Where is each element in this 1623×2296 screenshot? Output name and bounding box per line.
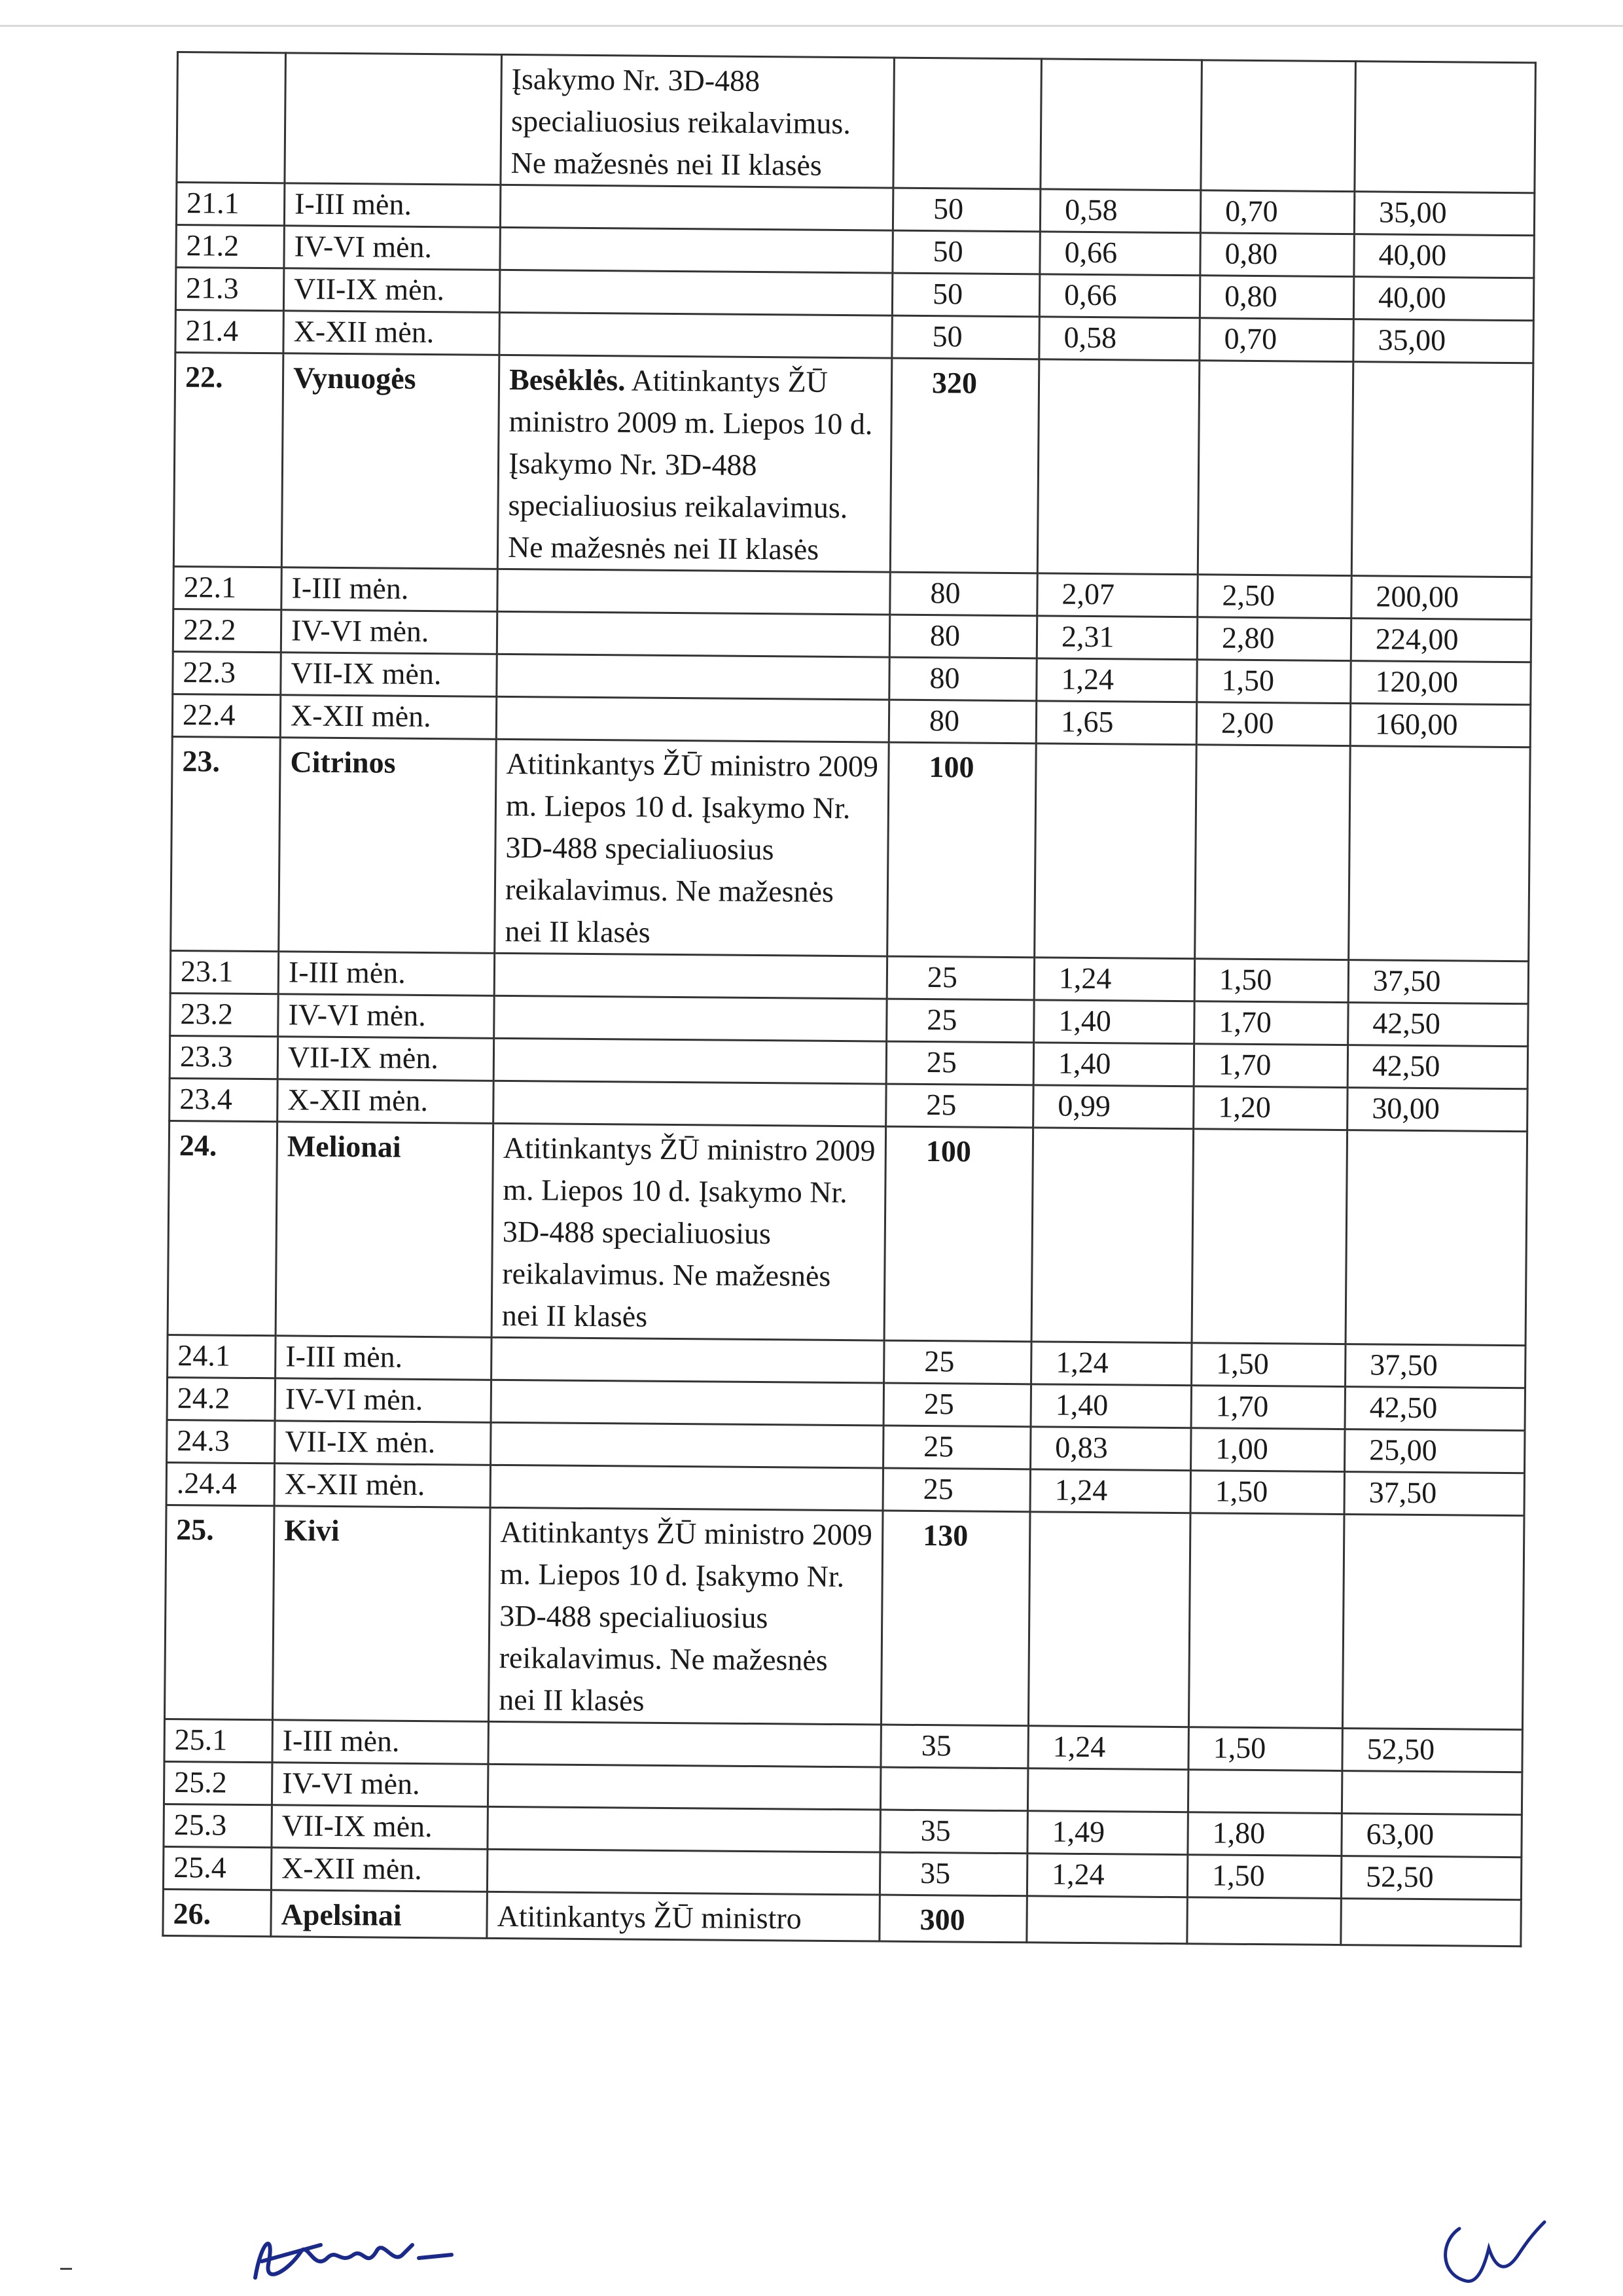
unit-price: 1,40 [1031,1384,1192,1428]
row-sum: 25,00 [1345,1429,1525,1473]
unit-price-vat: 0,80 [1200,233,1355,277]
unit-price-vat: 2,00 [1196,702,1351,746]
period-label: X-XII mėn. [274,1463,491,1508]
row-number: 24.2 [167,1377,276,1420]
empty-cell [1195,745,1351,960]
empty-cell [497,611,889,657]
empty-cell [1188,1513,1344,1729]
requirement-text: Atitinkantys ŽŪ ministro [497,1899,802,1935]
row-number: 24.1 [168,1335,276,1378]
empty-cell [491,1422,883,1468]
period-label: IV-VI mėn. [275,1378,491,1423]
empty-cell [1349,746,1531,961]
document-page [162,51,1535,1947]
row-number: 22.4 [172,694,281,737]
row-number: .24.4 [166,1462,275,1505]
row-number: 25.2 [164,1761,272,1804]
quantity: 25 [884,1340,1032,1384]
margin-mark [60,2268,72,2270]
quantity: 25 [886,1084,1034,1128]
row-sum: 35,00 [1354,192,1535,236]
row-number: 21.3 [175,268,284,311]
quantity: 80 [890,572,1038,616]
unit-price-vat: 0,80 [1200,276,1354,319]
quantity: 80 [889,700,1037,744]
quantity: 25 [883,1468,1031,1512]
empty-cell [494,996,887,1041]
unit-price-vat [1188,1770,1342,1814]
row-sum: 52,50 [1342,1729,1523,1772]
empty-cell [500,227,893,273]
unit-price-vat: 1,50 [1187,1855,1342,1899]
empty-cell [488,1806,880,1852]
unit-price: 1,40 [1033,1043,1194,1086]
unit-price: 1,24 [1037,658,1198,702]
empty-cell [490,1465,883,1511]
empty-cell [1031,1128,1194,1343]
quantity: 50 [893,188,1041,232]
empty-cell [491,1380,883,1426]
row-number: 23.3 [169,1035,278,1079]
row-sum: 40,00 [1353,277,1534,321]
row-number: 22.1 [173,566,282,609]
unit-price-vat: 0,70 [1200,318,1354,362]
quantity: 35 [880,1852,1027,1896]
empty-cell [497,569,890,615]
table-row [164,1505,1524,1729]
table-row [177,52,1535,193]
unit-price: 1,49 [1027,1811,1188,1855]
unit-price: 1,24 [1031,1342,1192,1386]
requirement-text: Atitinkantys ŽŪ ministro 2009 m. Liepos 10 d. Įsakymo Nr. 3D-488 specialiuosius reikalavimus. Ne mažesnės nei II klasės [501,1130,876,1333]
quantity: 25 [883,1426,1031,1469]
empty-cell [499,312,892,358]
quantity: 25 [883,1383,1031,1427]
empty-cell [488,1764,880,1810]
row-sum: 200,00 [1351,576,1532,620]
period-label: IV-VI mėn. [272,1763,488,1807]
period-label: I-III mėn. [278,952,495,996]
unit-price: 0,66 [1040,232,1201,276]
table-row [173,352,1533,577]
quantity: 50 [892,315,1040,359]
row-number: 22.3 [173,651,281,694]
unit-price-vat: 1,50 [1197,660,1351,704]
empty-cell [1037,359,1200,575]
row-sum: 30,00 [1347,1088,1528,1132]
empty-cell [1341,1899,1522,1946]
quantity: 25 [887,999,1035,1043]
empty-cell [1027,1896,1188,1944]
row-number: 23.4 [169,1078,278,1121]
item-number: 25. [164,1505,274,1719]
empty-cell [1342,1515,1524,1730]
period-label: X-XII mėn. [283,311,500,355]
period-label: I-III mėn. [284,183,501,228]
unit-price: 1,40 [1034,1000,1195,1044]
requirement-text: Atitinkantys ŽŪ ministro 2009 m. Liepos 10 d. Įsakymo Nr. 3D-488 specialiuosius reikalavimus. Ne mažesnės nei II klasės [499,1515,873,1717]
empty-cell [1346,1130,1527,1346]
empty-cell [494,953,887,999]
period-label: VII-IX mėn. [281,653,497,697]
row-sum: 40,00 [1354,234,1535,278]
period-label: I-III mėn. [276,1336,492,1380]
unit-price-vat: 1,50 [1188,1727,1343,1771]
row-number: 25.3 [164,1804,272,1847]
row-sum: 224,00 [1351,619,1531,662]
unit-price: 1,24 [1034,958,1195,1001]
item-name: Kivi [272,1506,490,1722]
unit-price-vat: 0,70 [1200,190,1355,234]
quantity: 80 [889,615,1037,658]
quantity: 35 [881,1725,1029,1768]
item-number: 22. [173,352,283,567]
item-number: 23. [171,736,281,951]
period-label: I-III mėn. [281,567,498,612]
unit-price-vat: 1,70 [1191,1386,1346,1429]
period-label: X-XII mėn. [277,1079,494,1124]
unit-price-vat: 1,80 [1188,1812,1342,1856]
total-quantity: 130 [881,1511,1030,1726]
row-number: 21.1 [176,183,285,226]
requirement-cell [487,1892,880,1941]
quantity: 50 [893,230,1041,274]
empty-cell [1187,1897,1342,1945]
row-number: 25.4 [163,1846,272,1890]
table-row [168,1121,1527,1345]
empty-cell [497,654,889,700]
item-name: Melionai [276,1122,493,1338]
unit-price-vat: 1,50 [1190,1471,1345,1515]
row-number: 23.1 [170,950,279,994]
row-number: 22.2 [173,609,281,652]
empty-cell [499,270,892,315]
empty-cell [487,1849,880,1895]
total-quantity: 100 [884,1126,1033,1342]
item-name: Vynuogės [281,353,499,569]
quantity: 80 [889,657,1037,701]
table-row [163,1889,1521,1946]
quantity: 35 [880,1810,1028,1854]
table-row [171,736,1531,961]
period-label: IV-VI mėn. [281,610,497,655]
empty-cell [1351,362,1533,577]
period-label: X-XII mėn. [280,695,497,740]
item-name: Citrinos [279,738,497,954]
requirement-cell [488,1507,883,1725]
unit-price-vat: 1,50 [1192,1343,1346,1387]
quantity: 50 [892,273,1040,317]
price-table [162,51,1537,1947]
row-number: 25.1 [164,1719,273,1762]
empty-cell [500,185,893,230]
table-body [163,52,1536,1946]
unit-price-vat: 1,00 [1191,1428,1346,1472]
empty-cell [496,696,889,742]
row-number: 21.4 [175,310,284,353]
row-sum: 35,00 [1353,319,1534,363]
row-sum: 42,50 [1347,1045,1528,1089]
row-number: 24.3 [167,1420,276,1463]
empty-cell [1028,1512,1190,1727]
unit-price: 0,66 [1039,274,1200,318]
empty-cell [491,1337,884,1383]
row-sum [1342,1771,1522,1815]
unit-price [1027,1768,1188,1812]
period-label: VII-IX mėn. [277,1037,494,1081]
unit-price-vat: 1,70 [1194,1001,1349,1045]
requirement-text: Atitinkantys ŽŪ ministro 2009 m. Liepos 10 d. Įsakymo Nr. 3D-488 specialiuosius reikalavimus. Ne mažesnės nei II klasės [507,363,873,566]
unit-price: 0,99 [1033,1085,1194,1129]
empty-cell [1198,361,1353,576]
unit-price: 2,07 [1037,573,1198,617]
period-label: VII-IX mėn. [275,1421,491,1465]
unit-price: 1,24 [1028,1726,1189,1770]
period-label: VII-IX mėn. [272,1805,488,1850]
unit-price: 1,65 [1036,701,1197,745]
unit-price: 0,58 [1040,189,1201,233]
scan-top-edge [0,25,1623,27]
row-sum: 42,50 [1345,1387,1525,1431]
requirement-cell [495,739,889,956]
row-sum: 52,50 [1341,1856,1522,1900]
unit-price: 0,83 [1031,1427,1192,1471]
unit-price-vat: 1,50 [1194,959,1349,1003]
quantity: 25 [886,1041,1034,1085]
item-number: 24. [168,1121,277,1335]
period-label: VII-IX mėn. [283,268,500,313]
row-sum: 42,50 [1348,1003,1529,1047]
quantity [880,1767,1028,1811]
quantity: 25 [887,956,1035,1000]
unit-price-vat: 2,50 [1198,575,1352,619]
total-quantity: 300 [880,1895,1027,1943]
unit-price: 1,24 [1030,1469,1191,1513]
requirement-cell: Įsakymo Nr. 3D-488 specialiuosius reikalavimus. Ne mažesnės nei II klasės [501,54,895,188]
empty-cell [488,1721,881,1767]
period-label: I-III mėn. [272,1720,489,1765]
row-sum: 120,00 [1351,661,1531,705]
row-number: 21.2 [176,225,285,268]
period-label: X-XII mėn. [271,1848,488,1892]
empty-cell [1192,1129,1347,1344]
empty-cell [493,1081,886,1126]
unit-price: 0,58 [1039,317,1200,361]
row-sum: 37,50 [1346,1344,1526,1388]
row-number: 23.2 [170,993,279,1036]
total-quantity: 320 [890,358,1039,573]
empty-cell [493,1038,886,1084]
item-name: Apelsinai [271,1890,488,1939]
total-quantity: 100 [887,742,1037,958]
unit-price-vat: 1,70 [1194,1044,1348,1088]
item-number: 26. [163,1889,272,1936]
requirement-cell [491,1123,886,1340]
row-sum: 160,00 [1350,704,1531,747]
period-label: IV-VI mėn. [278,994,495,1039]
unit-price-vat: 1,20 [1194,1086,1348,1130]
signature-right [1433,2209,1564,2287]
row-sum: 63,00 [1342,1814,1522,1857]
unit-price: 2,31 [1037,616,1198,660]
row-sum: 37,50 [1348,960,1529,1004]
unit-price-vat: 2,80 [1197,617,1351,661]
period-label: IV-VI mėn. [284,226,501,270]
signature-left [242,2225,504,2291]
requirement-text: Atitinkantys ŽŪ ministro 2009 m. Liepos 10 d. Įsakymo Nr. 3D-488 specialiuosius reikalavimus. Ne mažesnės nei II klasės [505,746,879,949]
requirement-lead: Besėklės. [508,363,626,397]
row-sum: 37,50 [1344,1472,1525,1516]
requirement-cell [497,355,892,572]
unit-price: 1,24 [1027,1854,1188,1897]
empty-cell [1035,744,1197,959]
